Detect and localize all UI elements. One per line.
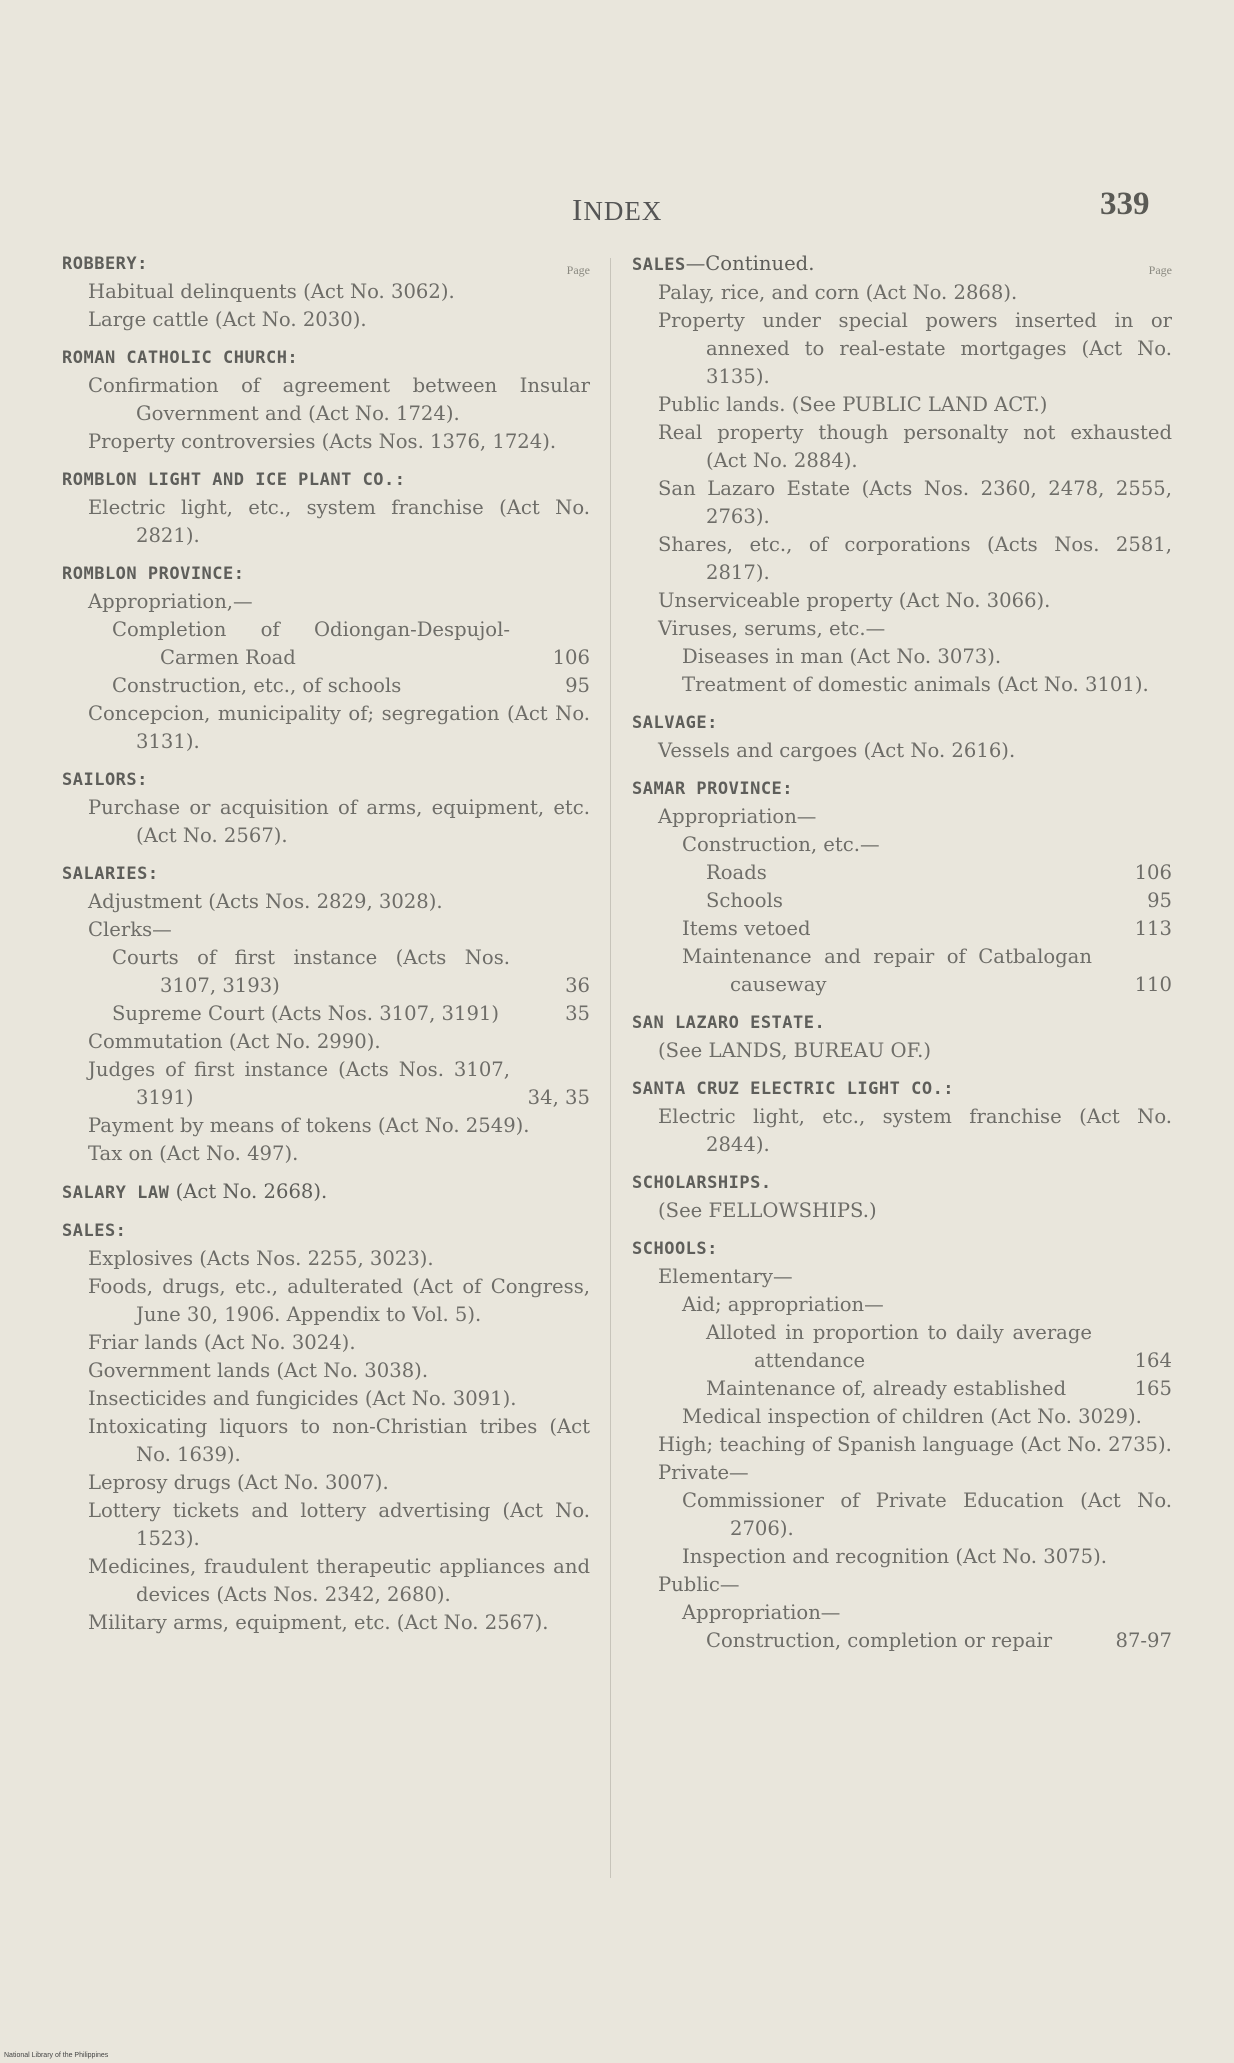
index-entry xyxy=(632,587,1172,615)
index-heading-text: ROBBERY: xyxy=(62,254,148,274)
index-entry xyxy=(62,794,590,850)
index-heading-text: SAILORS: xyxy=(62,770,148,790)
index-page-ref: 95 xyxy=(565,674,590,697)
index-entry-text: (See FELLOWSHIPS.) xyxy=(658,1199,877,1222)
index-entry-text: Palay, rice, and corn (Act No. 2868). xyxy=(658,281,1018,304)
index-entry-text: Public lands. (See PUBLIC LAND ACT.) xyxy=(658,393,1048,416)
index-entry xyxy=(62,1245,590,1273)
index-entry xyxy=(62,1609,590,1637)
page-number: 339 xyxy=(1100,186,1150,222)
index-heading xyxy=(62,860,590,888)
index-entry-text: Viruses, serums, etc.— xyxy=(658,617,886,640)
index-heading-text: SAN LAZARO ESTATE. xyxy=(632,1013,826,1033)
index-entry-text: Electric light, etc., system franchise (Act No. 2821). xyxy=(88,496,590,547)
index-entry xyxy=(62,1056,590,1112)
index-entry-text: Friar lands (Act No. 3024). xyxy=(88,1331,356,1354)
index-entry xyxy=(632,1103,1172,1159)
index-entry xyxy=(632,943,1172,999)
index-entry xyxy=(62,1112,590,1140)
index-entry-text: Explosives (Acts Nos. 2255, 3023). xyxy=(88,1247,434,1270)
index-entry-text: San Lazaro Estate (Acts Nos. 2360, 2478, 2555, 2763). xyxy=(658,477,1172,528)
index-page-ref: 106 xyxy=(1134,861,1172,884)
index-page-ref: 87-97 xyxy=(1115,1629,1172,1652)
index-entry xyxy=(632,1543,1172,1571)
index-page-ref: 113 xyxy=(1134,917,1172,940)
index-page-ref: 164 xyxy=(1134,1349,1172,1372)
index-entry xyxy=(62,588,590,616)
index-entry-text: Insecticides and fungicides (Act No. 3091). xyxy=(88,1387,517,1410)
index-heading-text: ROMBLON LIGHT AND ICE PLANT CO.: xyxy=(62,470,406,490)
page-column-label: Page xyxy=(1148,263,1172,277)
index-entry-text: Maintenance and repair of Catbalogan causeway xyxy=(682,945,1092,996)
index-entry xyxy=(632,1487,1172,1543)
index-entry-text: Commutation (Act No. 2990). xyxy=(88,1030,381,1053)
index-page-ref: 165 xyxy=(1134,1377,1172,1400)
index-heading xyxy=(632,1009,1172,1037)
index-entry xyxy=(632,859,1172,887)
index-heading-text: SALES xyxy=(632,255,686,275)
index-entry xyxy=(632,1459,1172,1487)
index-entry xyxy=(632,419,1172,475)
index-heading xyxy=(62,1217,590,1245)
index-entry xyxy=(62,278,590,306)
index-entry-text: Roads xyxy=(706,861,767,884)
index-entry-text: Tax on (Act No. 497). xyxy=(88,1142,299,1165)
index-entry xyxy=(632,615,1172,643)
index-heading-text: ROMBLON PROVINCE: xyxy=(62,564,245,584)
page-header xyxy=(0,186,1234,226)
index-entry xyxy=(632,475,1172,531)
index-page-ref: 95 xyxy=(1147,889,1172,912)
index-entry-text: Clerks— xyxy=(88,918,172,941)
index-entry-text: Confirmation of agreement between Insular Government and (Act No. 1724). xyxy=(88,374,590,425)
index-entry-text: Habitual delinquents (Act No. 3062). xyxy=(88,280,455,303)
index-heading xyxy=(62,250,590,278)
index-entry-text: Supreme Court (Acts Nos. 3107, 3191) xyxy=(112,1002,500,1025)
index-entry xyxy=(62,1000,590,1028)
index-entry xyxy=(632,831,1172,859)
index-entry xyxy=(632,737,1172,765)
index-heading xyxy=(632,1235,1172,1263)
page-column-label: Page xyxy=(566,263,590,277)
index-entry-text: Appropriation— xyxy=(658,805,817,828)
index-heading-text: SALES: xyxy=(62,1221,127,1241)
index-entry xyxy=(632,643,1172,671)
index-entry xyxy=(632,1263,1172,1291)
index-heading-text: ROMAN CATHOLIC CHURCH: xyxy=(62,348,299,368)
index-entry-text: Lottery tickets and lottery advertising (Act No. 1523). xyxy=(88,1499,590,1550)
index-entry-text: Large cattle (Act No. 2030). xyxy=(88,308,367,331)
index-page-ref: 35 xyxy=(565,1002,590,1025)
index-heading xyxy=(62,766,590,794)
index-heading xyxy=(632,250,1172,279)
index-entry-text: Construction, etc., of schools xyxy=(112,674,402,697)
index-entry-text: Schools xyxy=(706,889,783,912)
index-entry xyxy=(62,428,590,456)
index-heading xyxy=(62,344,590,372)
index-entry xyxy=(632,1627,1172,1655)
index-entry-text: Electric light, etc., system franchise (Act No. 2844). xyxy=(658,1105,1172,1156)
index-entry-text: Completion of Odiongan-Despujol-Carmen Road xyxy=(112,618,510,669)
index-page-ref: 34, 35 xyxy=(527,1086,590,1109)
index-entry xyxy=(632,803,1172,831)
index-entry-text: Construction, completion or repair xyxy=(706,1629,1053,1652)
index-entry xyxy=(632,307,1172,391)
index-entry-text: Intoxicating liquors to non-Christian tribes (Act No. 1639). xyxy=(88,1415,590,1466)
index-entry xyxy=(62,1469,590,1497)
index-heading-text: SALVAGE: xyxy=(632,713,718,733)
index-entry-text: Elementary— xyxy=(658,1265,793,1288)
index-entry xyxy=(62,1385,590,1413)
index-entry xyxy=(62,1357,590,1385)
index-entry-text: Appropriation— xyxy=(682,1601,841,1624)
index-entry-text: Adjustment (Acts Nos. 2829, 3028). xyxy=(88,890,443,913)
index-entry-text: Courts of first instance (Acts Nos. 3107, 3193) xyxy=(112,946,510,997)
index-entry xyxy=(632,1571,1172,1599)
index-entry xyxy=(632,887,1172,915)
index-heading-text: SAMAR PROVINCE: xyxy=(632,779,794,799)
index-entry xyxy=(62,1413,590,1469)
index-entry xyxy=(62,888,590,916)
index-entry xyxy=(62,1553,590,1609)
index-heading xyxy=(632,1169,1172,1197)
index-heading-text: SANTA CRUZ ELECTRIC LIGHT CO.: xyxy=(632,1079,955,1099)
index-entry xyxy=(632,1291,1172,1319)
index-entry xyxy=(62,1329,590,1357)
index-entry-text: Construction, etc.— xyxy=(682,833,880,856)
index-page-ref: 36 xyxy=(565,974,590,997)
index-entry-text: Aid; appropriation— xyxy=(682,1293,884,1316)
index-entry xyxy=(632,1319,1172,1375)
index-entry xyxy=(632,1431,1172,1459)
index-entry-text: Public— xyxy=(658,1573,740,1596)
index-entry-text: Diseases in man (Act No. 3073). xyxy=(682,645,1002,668)
index-page-ref: 106 xyxy=(552,646,590,669)
index-entry xyxy=(62,700,590,756)
index-entry xyxy=(62,1273,590,1329)
index-entry xyxy=(62,1140,590,1168)
index-heading xyxy=(632,709,1172,737)
index-column-right xyxy=(632,250,1172,1655)
index-entry-text: Alloted in proportion to daily average attendance xyxy=(706,1321,1092,1372)
index-entry-text: High; teaching of Spanish language (Act No. 2735). xyxy=(658,1433,1172,1456)
index-heading xyxy=(62,560,590,588)
index-entry xyxy=(62,1028,590,1056)
index-entry-text: Real property though personalty not exhausted (Act No. 2884). xyxy=(658,421,1172,472)
column-divider xyxy=(610,258,611,1878)
index-heading-text: SALARIES: xyxy=(62,864,159,884)
index-entry-text: Treatment of domestic animals (Act No. 3101). xyxy=(682,673,1149,696)
index-entry-text: Judges of first instance (Acts Nos. 3107, 3191) xyxy=(88,1058,510,1109)
index-entry xyxy=(632,915,1172,943)
index-column-left xyxy=(62,250,590,1637)
index-heading-rest: —Continued. xyxy=(685,252,815,275)
index-entry-text: Inspection and recognition (Act No. 3075). xyxy=(682,1545,1107,1568)
index-entry-text: Concepcion, municipality of; segregation (Act No. 3131). xyxy=(88,702,590,753)
index-heading-text: SALARY LAW xyxy=(62,1183,170,1203)
index-entry xyxy=(62,372,590,428)
index-heading-text: SCHOOLS: xyxy=(632,1239,718,1259)
index-entry xyxy=(62,916,590,944)
index-heading xyxy=(62,466,590,494)
index-heading xyxy=(62,1178,590,1207)
index-heading xyxy=(632,775,1172,803)
index-entry xyxy=(632,671,1172,699)
index-entry xyxy=(632,391,1172,419)
library-footer: National Library of the Philippines xyxy=(4,2052,109,2059)
index-entry-text: Property controversies (Acts Nos. 1376, 1724). xyxy=(88,430,557,453)
running-head: INDEX xyxy=(572,192,663,227)
index-entry-text: Property under special powers inserted in or annexed to real-estate mortgages (Act No. 3135). xyxy=(658,309,1172,388)
index-heading-text: SCHOLARSHIPS. xyxy=(632,1173,772,1193)
index-page-ref: 110 xyxy=(1134,973,1172,996)
index-entry xyxy=(62,306,590,334)
index-entry-text: Medical inspection of children (Act No. 3029). xyxy=(682,1405,1142,1428)
index-entry-text: Leprosy drugs (Act No. 3007). xyxy=(88,1471,389,1494)
index-entry xyxy=(62,616,590,672)
index-entry-text: Government lands (Act No. 3038). xyxy=(88,1359,429,1382)
index-heading-rest: (Act No. 2668). xyxy=(169,1180,328,1203)
index-entry xyxy=(62,494,590,550)
index-entry-text: (See LANDS, BUREAU OF.) xyxy=(658,1039,932,1062)
index-entry-text: Appropriation,— xyxy=(88,590,253,613)
index-entry xyxy=(62,672,590,700)
index-entry-text: Shares, etc., of corporations (Acts Nos. 2581, 2817). xyxy=(658,533,1172,584)
index-entry-text: Vessels and cargoes (Act No. 2616). xyxy=(658,739,1016,762)
index-entry xyxy=(632,1599,1172,1627)
index-entry-text: Purchase or acquisition of arms, equipment, etc. (Act No. 2567). xyxy=(88,796,590,847)
index-entry xyxy=(62,1497,590,1553)
index-entry-text: Military arms, equipment, etc. (Act No. 2567). xyxy=(88,1611,549,1634)
index-entry xyxy=(632,1375,1172,1403)
index-entry-text: Unserviceable property (Act No. 3066). xyxy=(658,589,1051,612)
index-entry-text: Medicines, fraudulent therapeutic appliances and devices (Acts Nos. 2342, 2680). xyxy=(88,1555,590,1606)
index-entry xyxy=(632,279,1172,307)
index-entry-text: Private— xyxy=(658,1461,749,1484)
index-entry-text: Payment by means of tokens (Act No. 2549). xyxy=(88,1114,530,1137)
index-entry-text: Items vetoed xyxy=(682,917,811,940)
index-entry xyxy=(632,1037,1172,1065)
index-entry xyxy=(62,944,590,1000)
index-heading xyxy=(632,1075,1172,1103)
index-entry-text: Maintenance of, already established xyxy=(706,1377,1067,1400)
index-entry xyxy=(632,1403,1172,1431)
index-entry-text: Commissioner of Private Education (Act No. 2706). xyxy=(682,1489,1172,1540)
index-entry xyxy=(632,531,1172,587)
index-entry-text: Foods, drugs, etc., adulterated (Act of Congress, June 30, 1906. Appendix to Vol. 5). xyxy=(88,1275,590,1326)
index-entry xyxy=(632,1197,1172,1225)
